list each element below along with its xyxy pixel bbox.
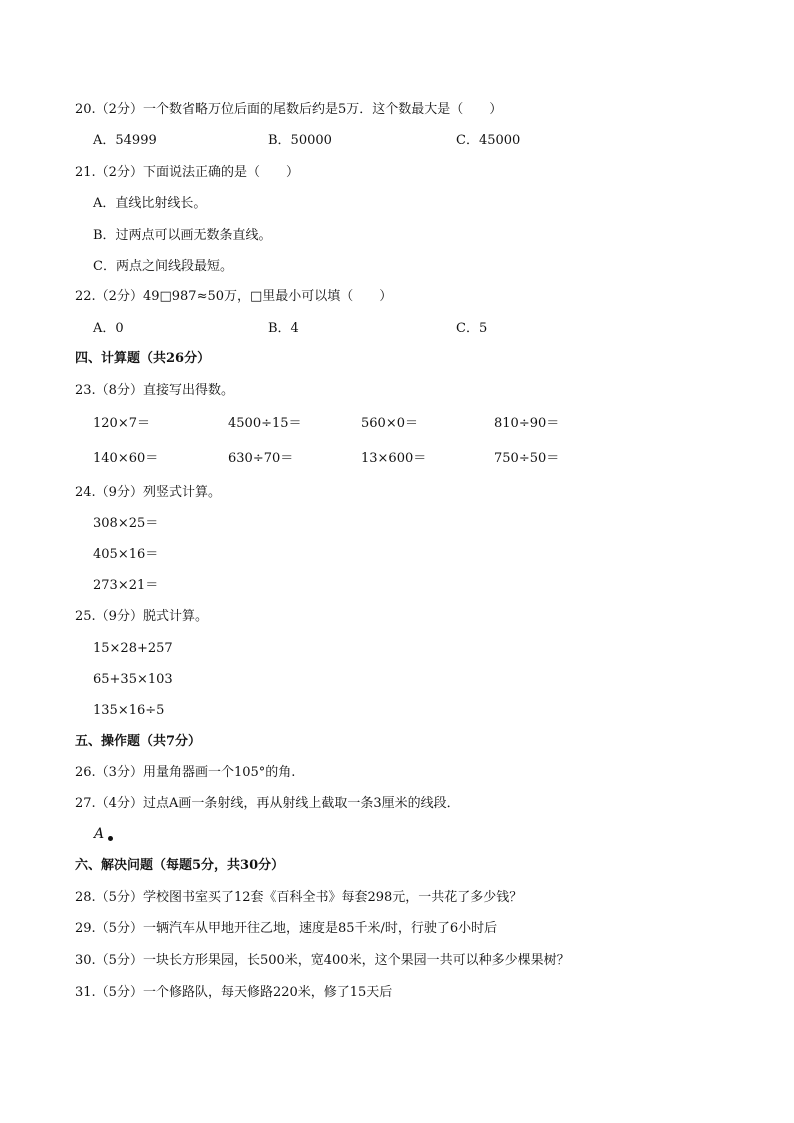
- calc-item: 750÷50＝: [494, 451, 560, 466]
- question-20-option-a: A．54999: [93, 133, 157, 148]
- question-23-stem: 23.（8分）直接写出得数。: [75, 383, 234, 398]
- question-30-stem: 30.（5分）一块长方形果园，长500米，宽400米，这个果园一共可以种多少棵果树？: [75, 953, 570, 968]
- stepwise-calc-item: 65+35×103: [93, 672, 173, 687]
- calc-item: 630÷70＝: [228, 451, 294, 466]
- vertical-calc-item: 405×16＝: [93, 547, 159, 562]
- question-21-stem: 21.（2分）下面说法正确的是（ ）: [75, 165, 299, 180]
- stepwise-calc-item: 135×16÷5: [93, 703, 165, 718]
- section-6-heading: 六、解决问题（每题5分，共30分）: [75, 858, 285, 873]
- question-22-stem: 22.（2分）49□987≈50万，□里最小可以填（ ）: [75, 289, 393, 304]
- stepwise-calc-item: 15×28+257: [93, 641, 173, 656]
- question-31-stem: 31.（5分）一个修路队，每天修路220米，修了15天后: [75, 985, 393, 1000]
- question-20-option-c: C．45000: [456, 133, 521, 148]
- question-28-stem: 28.（5分）学校图书室买了12套《百科全书》每套298元，一共花了多少钱？: [75, 890, 523, 905]
- point-a-label: A: [94, 826, 105, 842]
- section-4-heading: 四、计算题（共26分）: [75, 351, 211, 366]
- question-25-stem: 25.（9分）脱式计算。: [75, 609, 208, 624]
- question-24-stem: 24.（9分）列竖式计算。: [75, 485, 221, 500]
- question-22-option-a: A．0: [93, 321, 124, 336]
- calc-item: 120×7＝: [93, 416, 150, 431]
- calc-item: 4500÷15＝: [228, 416, 302, 431]
- question-26-stem: 26.（3分）用量角器画一个105°的角.: [75, 765, 296, 780]
- question-20-stem: 20.（2分）一个数省略万位后面的尾数后约是5万．这个数最大是（ ）: [75, 102, 503, 117]
- question-27-stem: 27.（4分）过点A画一条射线，再从射线上截取一条3厘米的线段．: [75, 796, 460, 811]
- question-21-option-a: A．直线比射线长。: [93, 196, 207, 211]
- calc-item: 810÷90＝: [494, 416, 560, 431]
- calc-item: 560×0＝: [361, 416, 418, 431]
- question-22-option-c: C．5: [456, 321, 488, 336]
- question-20-option-b: B．50000: [268, 133, 332, 148]
- question-29-stem: 29.（5分）一辆汽车从甲地开往乙地，速度是85千米/时，行驶了6小时后: [75, 921, 498, 936]
- section-5-heading: 五、操作题（共7分）: [75, 734, 202, 749]
- calc-item: 140×60＝: [93, 451, 159, 466]
- point-a-dot: [108, 836, 113, 841]
- vertical-calc-item: 273×21＝: [93, 578, 159, 593]
- question-22-option-b: B．4: [268, 321, 299, 336]
- calc-item: 13×600＝: [361, 451, 427, 466]
- vertical-calc-item: 308×25＝: [93, 516, 159, 531]
- question-21-option-c: C．两点之间线段最短。: [93, 259, 233, 274]
- question-21-option-b: B．过两点可以画无数条直线。: [93, 228, 272, 243]
